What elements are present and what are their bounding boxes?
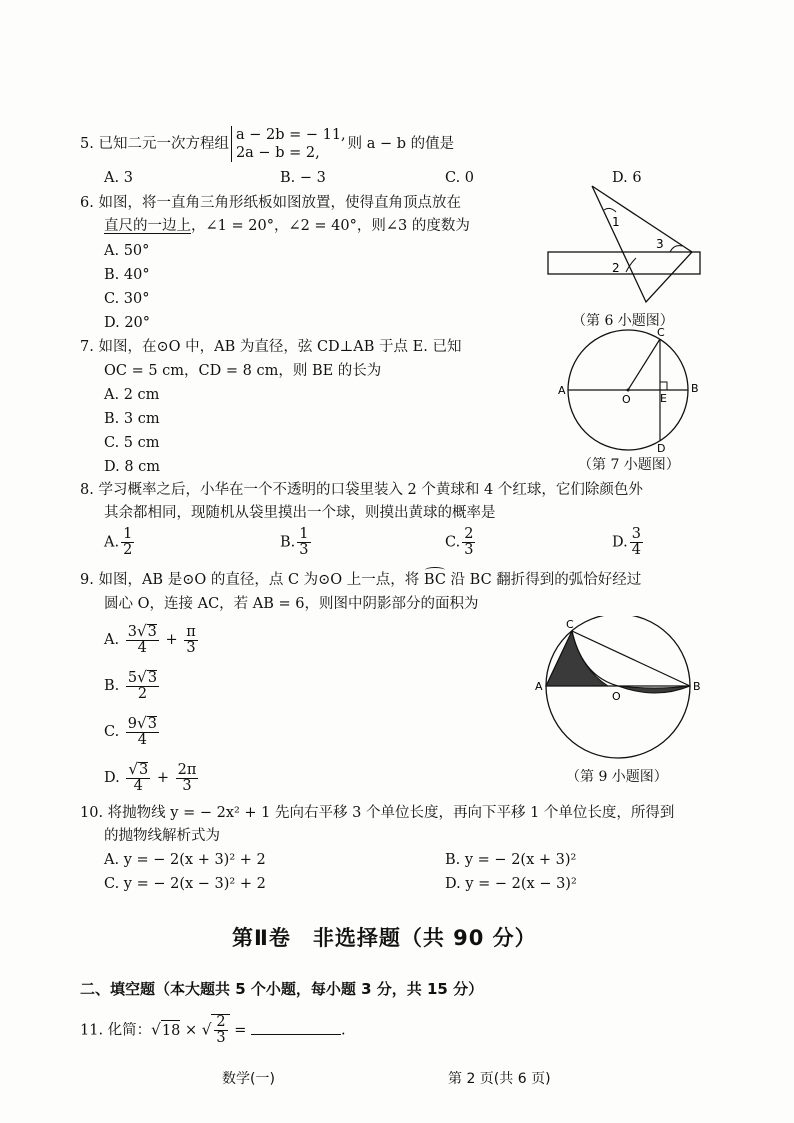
q5-option-d: D. 6 bbox=[612, 170, 642, 186]
q8-option-a: A. $\frac{1}{2}$ bbox=[104, 526, 133, 559]
q9-line1: 9. 如图，AB 是⊙O 的直径，点 C 为⊙O 上一点，将 BC 沿 BC 翻折得到的弧恰好经过 bbox=[80, 572, 642, 588]
svg-text:B: B bbox=[693, 680, 701, 693]
q6-caption: （第 6 小题图） bbox=[572, 313, 674, 329]
q9-option-b: B. $\frac{5√3}{2}$ bbox=[104, 668, 158, 703]
q9-option-c: C. $\frac{9√3}{4}$ bbox=[104, 714, 157, 749]
q9-line2: 圆心 O，连接 AC，若 AB = 6，则图中阴影部分的面积为 bbox=[104, 596, 479, 612]
q5-stem bbox=[80, 126, 454, 162]
q9-circle bbox=[546, 616, 690, 758]
q6-figure bbox=[540, 180, 720, 310]
q10-option-d: D. y = − 2(x − 3)² bbox=[445, 876, 577, 892]
q6-underlined-text: 直尺的一边上 bbox=[104, 218, 191, 234]
q6-option-c: C. 30° bbox=[104, 291, 150, 307]
svg-text:O: O bbox=[622, 393, 631, 406]
footer-page-number: 第 2 页(共 6 页) bbox=[448, 1071, 551, 1087]
q7-radius-oc bbox=[628, 339, 660, 390]
q8-line2: 其余都相同，现随机从袋里摸出一个球，则摸出黄球的概率是 bbox=[104, 505, 496, 521]
q11-answer-blank[interactable] bbox=[251, 1020, 341, 1035]
q9-caption: （第 9 小题图） bbox=[566, 769, 668, 785]
q7-option-b: B. 3 cm bbox=[104, 411, 160, 427]
q5-equation-system bbox=[231, 126, 346, 162]
section-2-title: 第Ⅱ卷 非选择题（共 90 分） bbox=[232, 926, 537, 950]
q5-option-a: A. 3 bbox=[104, 170, 133, 186]
q5-eq1: a − 2b = − 11, bbox=[235, 127, 346, 143]
q6-option-a: A. 50° bbox=[104, 243, 150, 259]
q7-figure bbox=[556, 326, 706, 454]
q9-option-a: A. $\frac{3√3}{4}$ + $\frac{\pi}{3}$ bbox=[104, 622, 196, 657]
q9-shaded-region-right bbox=[618, 686, 690, 693]
q6-angle-2-label: 2 bbox=[612, 261, 620, 275]
q10-option-c: C. y = − 2(x − 3)² + 2 bbox=[104, 876, 266, 892]
q9-shaded-region-left bbox=[546, 631, 608, 686]
svg-text:D: D bbox=[657, 442, 666, 454]
svg-text:O: O bbox=[612, 690, 621, 703]
q11-line: 11. 化简：√18 × √ $\frac{2}{3}$ = . bbox=[80, 1014, 346, 1047]
q8-option-b: B. $\frac{1}{3}$ bbox=[280, 526, 309, 559]
q7-caption: （第 7 小题图） bbox=[578, 457, 680, 473]
svg-text:A: A bbox=[558, 384, 566, 397]
q5-option-c: C. 0 bbox=[445, 170, 475, 186]
q10-line1: 10. 将抛物线 y = − 2x² + 1 先向右平移 3 个单位长度，再向下平移 1 个单位长度，所得到 bbox=[80, 805, 675, 821]
q5-option-b: B. − 3 bbox=[280, 170, 326, 186]
triangle-shape bbox=[592, 186, 692, 302]
q7-option-d: D. 8 cm bbox=[104, 459, 161, 475]
q6-angle-3-label: 3 bbox=[656, 237, 664, 251]
footer-subject: 数学(一) bbox=[222, 1071, 275, 1087]
q5-prefix: 已知二元一次方程组 bbox=[98, 136, 229, 152]
q10-option-a: A. y = − 2(x + 3)² + 2 bbox=[104, 852, 266, 868]
q7-option-a: A. 2 cm bbox=[104, 387, 160, 403]
q5-number: 5. bbox=[80, 136, 94, 152]
svg-text:B: B bbox=[691, 382, 699, 395]
q7-option-c: C. 5 cm bbox=[104, 435, 160, 451]
q6-angle-1-label: 1 bbox=[612, 215, 620, 229]
svg-text:A: A bbox=[535, 680, 543, 693]
q6-line2: 直尺的一边上，∠1 = 20°，∠2 = 40°，则∠3 的度数为 bbox=[104, 218, 470, 234]
q8-option-c: C. $\frac{2}{3}$ bbox=[445, 526, 474, 559]
q10-line2: 的抛物线解析式为 bbox=[104, 828, 220, 844]
q6-option-b: B. 40° bbox=[104, 267, 150, 283]
q7-line2: OC = 5 cm，CD = 8 cm，则 BE 的长为 bbox=[104, 363, 382, 379]
q5-eq2: 2a − b = 2, bbox=[235, 145, 320, 161]
q8-line1: 8. 学习概率之后，小华在一个不透明的口袋里装入 2 个黄球和 4 个红球，它们除颜色外 bbox=[80, 482, 643, 498]
q8-option-d: D. $\frac{3}{4}$ bbox=[612, 526, 641, 559]
q5-suffix: 则 a − b 的值是 bbox=[347, 136, 455, 152]
part-2-title: 二、填空题（本大题共 5 个小题，每小题 3 分，共 15 分） bbox=[80, 980, 484, 998]
svg-text:C: C bbox=[566, 618, 574, 631]
svg-text:C: C bbox=[657, 326, 665, 339]
q9-arc-bc: BC bbox=[423, 572, 446, 588]
q9-figure bbox=[532, 616, 702, 764]
q7-line1: 7. 如图，在⊙O 中，AB 为直径，弦 CD⊥AB 于点 E. 已知 bbox=[80, 339, 462, 355]
svg-text:E: E bbox=[660, 392, 667, 405]
q6-option-d: D. 20° bbox=[104, 315, 151, 331]
q9-option-d: D. $\frac{√3}{4}$ + $\frac{2\pi}{3}$ bbox=[104, 760, 197, 795]
q6-line1: 6. 如图，将一直角三角形纸板如图放置，使得直角顶点放在 bbox=[80, 195, 461, 211]
q10-option-b: B. y = − 2(x + 3)² bbox=[445, 852, 577, 868]
